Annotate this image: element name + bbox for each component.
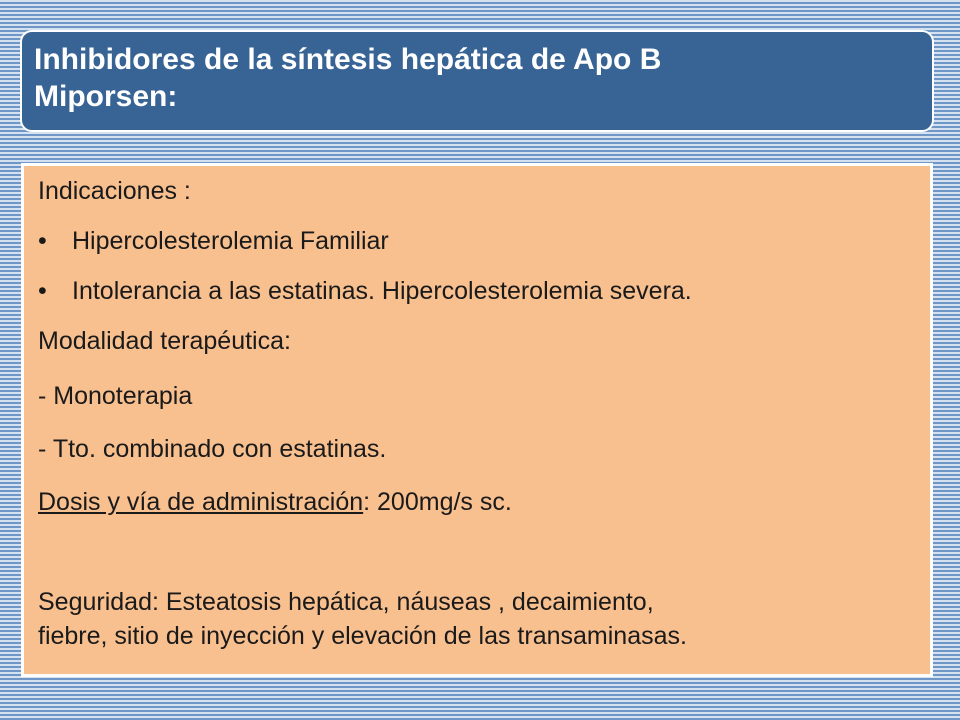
- bullet-text: Intolerancia a las estatinas. Hipercolesterolemia severa.: [72, 277, 692, 305]
- dose-label: Dosis y vía de administración: [38, 488, 364, 516]
- modality-heading: Modalidad terapéutica:: [38, 327, 291, 355]
- bullet-item-familial: [38, 226, 389, 256]
- modality-item-combined: - Tto. combinado con estatinas.: [38, 435, 387, 463]
- safety-line-2: fiebre, sitio de inyección y elevación de las transaminasas.: [38, 622, 687, 650]
- slide-title-line-2: Miporsen:: [34, 80, 178, 113]
- slide-title-line-1: Inhibidores de la síntesis hepática de Apo B: [34, 43, 662, 76]
- indications-heading: Indicaciones :: [38, 177, 191, 205]
- bullet-icon: •: [38, 227, 47, 255]
- bullet-item-statin-intolerance: [38, 276, 692, 306]
- dose-line: [38, 487, 512, 517]
- dose-value: : 200mg/s sc.: [363, 488, 512, 516]
- bullet-icon: •: [38, 277, 47, 305]
- bullet-text: Hipercolesterolemia Familiar: [72, 227, 389, 255]
- slide-content-box: [21, 163, 933, 677]
- modality-item-monotherapy: - Monoterapia: [38, 382, 193, 410]
- safety-line-1: Seguridad: Esteatosis hepática, náuseas , decaimiento,: [38, 588, 654, 616]
- slide-title-box: [20, 30, 934, 132]
